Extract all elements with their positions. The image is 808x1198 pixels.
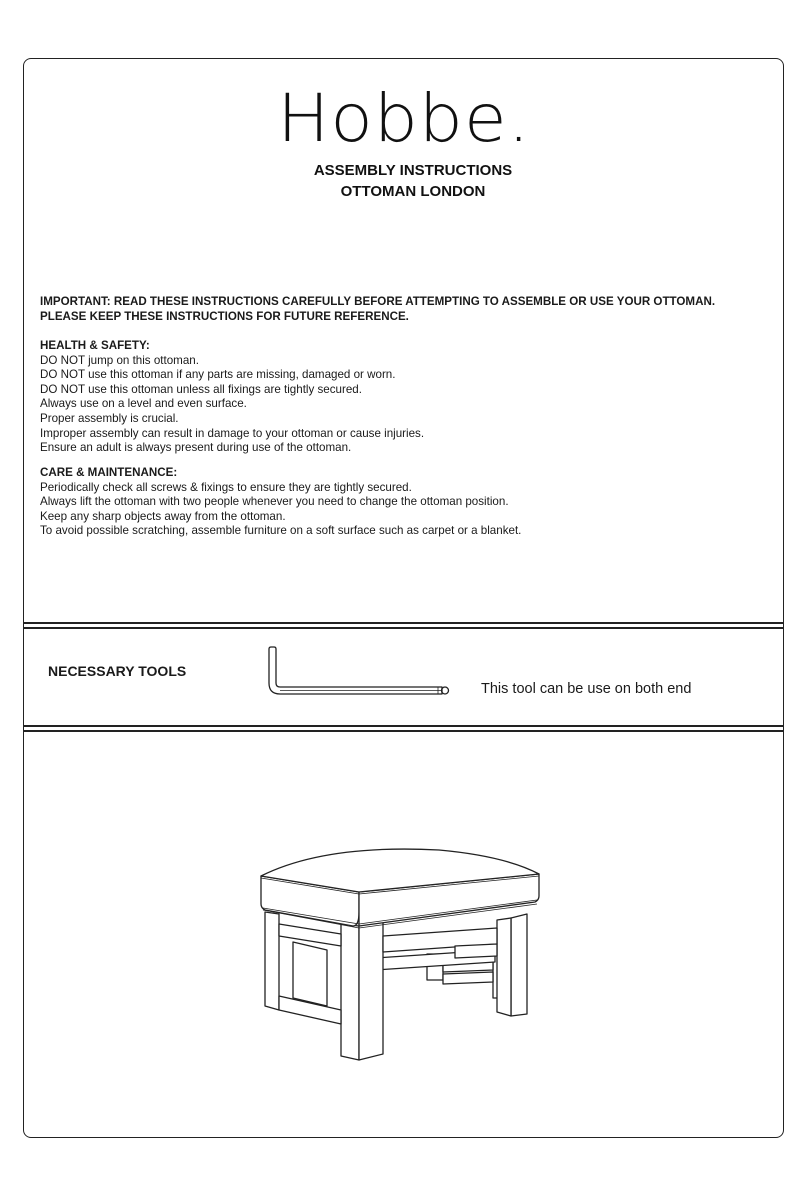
health-safety-heading: HEALTH & SAFETY:: [40, 339, 150, 352]
important-line: IMPORTANT: READ THESE INSTRUCTIONS CAREFULLY BEFORE ATTEMPTING TO ASSEMBLE OR USE YOUR OTTOMAN.: [40, 295, 716, 308]
health-safety-line: Always use on a level and even surface.: [40, 397, 247, 411]
important-line: PLEASE KEEP THESE INSTRUCTIONS FOR FUTURE REFERENCE.: [40, 309, 409, 323]
care-maintenance-line: Always lift the ottoman with two people whenever you need to change the ottoman position.: [40, 495, 509, 509]
important-notice: [40, 295, 780, 324]
health-safety-line: DO NOT use this ottoman unless all fixings are tightly secured.: [40, 382, 362, 396]
ottoman-illustration: [255, 848, 545, 1070]
care-maintenance-line: To avoid possible scratching, assemble furniture on a soft surface such as carpet or a blanket.: [40, 524, 522, 538]
health-safety-line: Proper assembly is crucial.: [40, 411, 179, 425]
care-maintenance-line: Periodically check all screws & fixings to ensure they are tightly secured.: [40, 480, 412, 494]
page-title: ASSEMBLY INSTRUCTIONS: [313, 162, 513, 179]
section-divider: [23, 730, 784, 732]
section-divider: [23, 622, 784, 624]
tool-note: This tool can be use on both end: [481, 681, 692, 697]
care-maintenance-line: Keep any sharp objects away from the ottoman.: [40, 509, 286, 523]
health-safety-line: Improper assembly can result in damage to your ottoman or cause injuries.: [40, 426, 425, 440]
tools-label: NECESSARY TOOLS: [48, 663, 187, 679]
health-safety-line: DO NOT use this ottoman if any parts are missing, damaged or worn.: [40, 368, 396, 382]
health-safety-section: [40, 339, 780, 456]
allen-key-icon: [266, 645, 452, 701]
product-name: OTTOMAN LONDON: [340, 183, 486, 200]
care-maintenance-section: [40, 466, 780, 539]
health-safety-line: DO NOT jump on this ottoman.: [40, 353, 199, 367]
section-divider: [23, 627, 784, 629]
section-divider: [23, 725, 784, 727]
health-safety-line: Ensure an adult is always present during use of the ottoman.: [40, 441, 352, 455]
care-maintenance-heading: CARE & MAINTENANCE:: [40, 466, 178, 479]
brand-logo: Hobbe.: [277, 80, 531, 157]
